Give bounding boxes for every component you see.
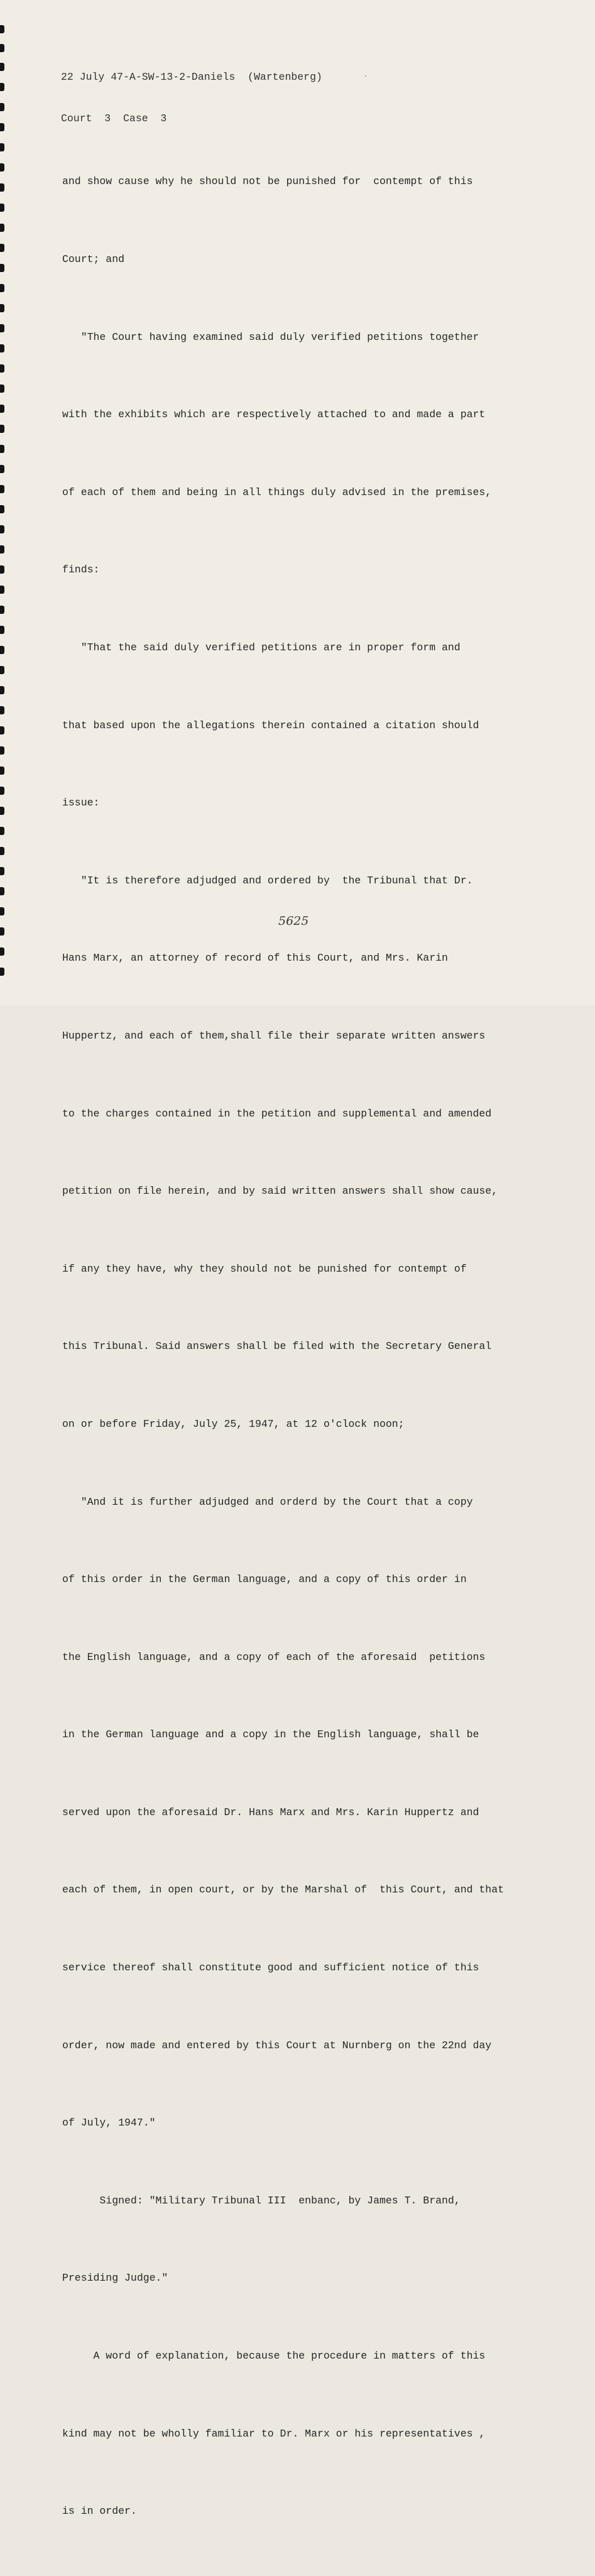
text-line: issue: [62, 797, 100, 809]
text-line: in the German language and a copy in the English language, shall be [62, 1728, 479, 1741]
page-number: 5625 [278, 914, 309, 928]
header-line-2: Court 3 Case 3 [61, 112, 167, 124]
text-line: "The Court having examined said duly verified petitions together [62, 330, 479, 343]
text-line: served upon the aforesaid Dr. Hans Marx and Mrs. Karin Huppertz and [62, 1806, 479, 1818]
text-line: "That the said duly verified petitions are in proper form and [62, 641, 461, 653]
text-line: to the charges contained in the petition and supplemental and amended [62, 1107, 492, 1120]
header-line-1: 22 July 47-A-SW-13-2-Daniels (Wartenberg) [61, 71, 322, 83]
text-line: "And it is further adjudged and orderd by the Court that a copy [62, 1495, 473, 1508]
text-line: "It is therefore adjudged and ordered by the Tribunal that Dr. [62, 874, 473, 887]
text-line: of this order in the German language, and a copy of this order in [62, 1573, 467, 1586]
text-line: the English language, and a copy of each of the aforesaid petitions [62, 1651, 486, 1663]
transcript-body [62, 117, 527, 2576]
text-line: with the exhibits which are respectively attached to and made a part [62, 408, 486, 421]
text-line: service thereof shall constitute good and sufficient notice of this [62, 1962, 479, 1974]
text-line: finds: [62, 564, 100, 576]
text-line: is in order. [62, 2505, 137, 2518]
text-line: Presiding Judge." [62, 2272, 168, 2284]
text-line: order, now made and entered by this Court at Nurnberg on the 22nd day [62, 2039, 492, 2051]
text-line: and show cause why he should not be punished for contempt of this [62, 175, 473, 188]
text-line: of July, 1947." [62, 2117, 156, 2129]
text-line: petition on file herein, and by said written answers shall show cause, [62, 1185, 498, 1198]
text-line: Court; and [62, 253, 125, 265]
text-line: that based upon the allegations therein contained a citation should [62, 719, 479, 731]
text-line: Signed: "Military Tribunal III enbanc, by James T. Brand, [62, 2194, 461, 2207]
text-line: Huppertz, and each of them,shall file their separate written answers [62, 1029, 486, 1042]
text-line: of each of them and being in all things duly advised in the premises, [62, 486, 492, 498]
text-line: this Tribunal. Said answers shall be filed with the Secretary General [62, 1340, 492, 1353]
text-line: A word of explanation, because the procedure in matters of this [62, 2350, 486, 2362]
text-line: on or before Friday, July 25, 1947, at 12 o'clock noon; [62, 1417, 405, 1430]
text-line: Hans Marx, an attorney of record of this Court, and Mrs. Karin [62, 952, 448, 964]
paper-speck [365, 75, 366, 77]
text-line: each of them, in open court, or by the Marshal of this Court, and that [62, 1884, 505, 1896]
text-line: if any they have, why they should not be punished for contempt of [62, 1262, 467, 1275]
text-line: kind may not be wholly familiar to Dr. Marx or his representatives , [62, 2427, 486, 2440]
binding-holes [0, 0, 6, 1005]
